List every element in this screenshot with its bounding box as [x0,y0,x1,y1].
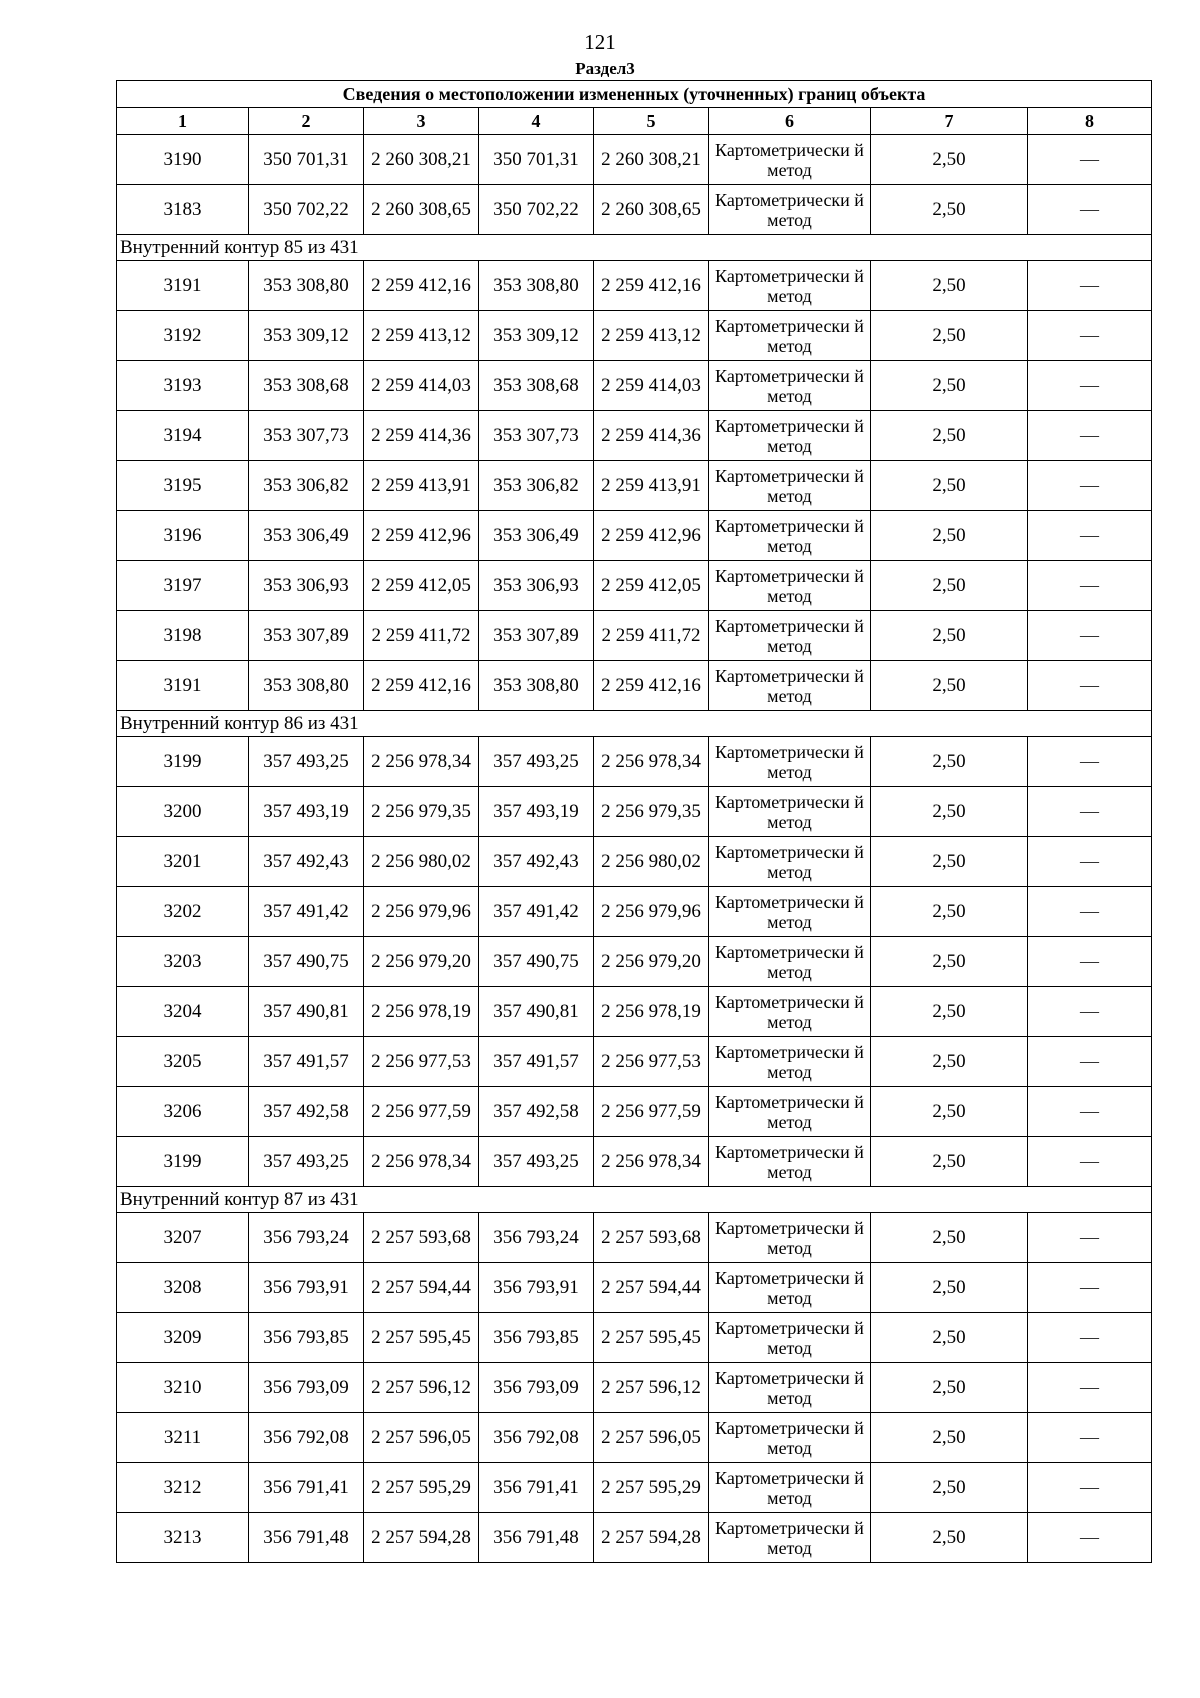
y-old-cell: 2 256 979,96 [364,887,479,937]
y-new-cell: 2 257 596,05 [594,1413,709,1463]
section-title: Раздел3 [575,59,635,78]
y-new-cell: 2 259 414,36 [594,411,709,461]
y-old-cell: 2 259 412,05 [364,561,479,611]
table-row [117,311,1152,361]
description-cell: — [1028,561,1152,611]
table-row [117,611,1152,661]
x-old-cell: 356 793,09 [249,1363,364,1413]
y-old-cell: 2 259 413,12 [364,311,479,361]
y-new-cell: 2 259 412,16 [594,261,709,311]
accuracy-cell: 2,50 [871,411,1028,461]
accuracy-cell: 2,50 [871,511,1028,561]
description-cell: — [1028,787,1152,837]
method-cell: Картометрически й метод [709,611,871,661]
contour-label: Внутренний контур 85 из 431 [117,235,1152,261]
method-cell: Картометрически й метод [709,661,871,711]
y-old-cell: 2 257 594,28 [364,1513,479,1563]
x-old-cell: 356 793,91 [249,1263,364,1313]
method-cell: Картометрически й метод [709,1413,871,1463]
accuracy-cell: 2,50 [871,311,1028,361]
description-cell: — [1028,1513,1152,1563]
table-row [117,737,1152,787]
description-cell: — [1028,1087,1152,1137]
x-new-cell: 356 791,41 [479,1463,594,1513]
page-number: 121 [584,30,616,54]
column-number-header: 6 [709,108,871,135]
x-old-cell: 353 309,12 [249,311,364,361]
column-number-header: 3 [364,108,479,135]
contour-label: Внутренний контур 87 из 431 [117,1187,1152,1213]
table-row [117,511,1152,561]
x-new-cell: 357 491,42 [479,887,594,937]
accuracy-cell: 2,50 [871,787,1028,837]
y-new-cell: 2 259 411,72 [594,611,709,661]
x-new-cell: 356 793,85 [479,1313,594,1363]
y-old-cell: 2 257 596,05 [364,1413,479,1463]
x-new-cell: 357 493,25 [479,737,594,787]
y-old-cell: 2 256 978,34 [364,1137,479,1187]
accuracy-cell: 2,50 [871,1313,1028,1363]
method-cell: Картометрически й метод [709,1313,871,1363]
method-cell: Картометрически й метод [709,411,871,461]
accuracy-cell: 2,50 [871,1137,1028,1187]
x-new-cell: 357 490,75 [479,937,594,987]
description-cell: — [1028,135,1152,185]
x-new-cell: 357 492,58 [479,1087,594,1137]
table-row [117,1213,1152,1263]
x-old-cell: 353 308,68 [249,361,364,411]
x-old-cell: 356 793,85 [249,1313,364,1363]
y-old-cell: 2 256 978,34 [364,737,479,787]
accuracy-cell: 2,50 [871,1463,1028,1513]
method-cell: Картометрически й метод [709,1037,871,1087]
table-row [117,261,1152,311]
y-old-cell: 2 257 596,12 [364,1363,479,1413]
table-row [117,661,1152,711]
description-cell: — [1028,837,1152,887]
point-number-cell: 3206 [117,1087,249,1137]
table-row [117,1087,1152,1137]
x-new-cell: 357 493,25 [479,1137,594,1187]
point-number-cell: 3199 [117,737,249,787]
y-new-cell: 2 256 977,59 [594,1087,709,1137]
x-new-cell: 350 702,22 [479,185,594,235]
y-old-cell: 2 256 978,19 [364,987,479,1037]
point-number-cell: 3204 [117,987,249,1037]
table-row [117,1037,1152,1087]
column-number-header: 2 [249,108,364,135]
x-old-cell: 356 791,48 [249,1513,364,1563]
point-number-cell: 3205 [117,1037,249,1087]
x-old-cell: 357 491,42 [249,887,364,937]
boundary-table [116,80,1152,1563]
point-number-cell: 3200 [117,787,249,837]
x-new-cell: 357 493,19 [479,787,594,837]
description-cell: — [1028,1263,1152,1313]
description-cell: — [1028,937,1152,987]
x-old-cell: 357 493,25 [249,1137,364,1187]
x-old-cell: 357 493,25 [249,737,364,787]
method-cell: Картометрически й метод [709,361,871,411]
accuracy-cell: 2,50 [871,185,1028,235]
description-cell: — [1028,1463,1152,1513]
description-cell: — [1028,511,1152,561]
y-new-cell: 2 257 594,44 [594,1263,709,1313]
table-row [117,1463,1152,1513]
accuracy-cell: 2,50 [871,361,1028,411]
accuracy-cell: 2,50 [871,261,1028,311]
accuracy-cell: 2,50 [871,661,1028,711]
description-cell: — [1028,737,1152,787]
x-old-cell: 356 793,24 [249,1213,364,1263]
column-number-header: 1 [117,108,249,135]
description-cell: — [1028,611,1152,661]
y-old-cell: 2 259 414,36 [364,411,479,461]
y-new-cell: 2 256 978,19 [594,987,709,1037]
x-new-cell: 353 306,93 [479,561,594,611]
accuracy-cell: 2,50 [871,1263,1028,1313]
point-number-cell: 3190 [117,135,249,185]
description-cell: — [1028,1137,1152,1187]
description-cell: — [1028,185,1152,235]
point-number-cell: 3211 [117,1413,249,1463]
table-row [117,561,1152,611]
column-number-row [117,108,1152,135]
method-cell: Картометрически й метод [709,511,871,561]
y-new-cell: 2 259 412,96 [594,511,709,561]
table-row [117,411,1152,461]
y-old-cell: 2 257 594,44 [364,1263,479,1313]
x-old-cell: 357 490,75 [249,937,364,987]
table-row [117,1363,1152,1413]
y-new-cell: 2 259 412,05 [594,561,709,611]
accuracy-cell: 2,50 [871,937,1028,987]
x-old-cell: 357 492,58 [249,1087,364,1137]
accuracy-cell: 2,50 [871,987,1028,1037]
x-new-cell: 353 306,49 [479,511,594,561]
description-cell: — [1028,1037,1152,1087]
contour-label: Внутренний контур 86 из 431 [117,711,1152,737]
table-row [117,135,1152,185]
table-row [117,185,1152,235]
y-old-cell: 2 260 308,65 [364,185,479,235]
y-new-cell: 2 257 593,68 [594,1213,709,1263]
method-cell: Картометрически й метод [709,1263,871,1313]
table-row [117,461,1152,511]
y-old-cell: 2 257 595,29 [364,1463,479,1513]
y-old-cell: 2 257 595,45 [364,1313,479,1363]
description-cell: — [1028,461,1152,511]
point-number-cell: 3210 [117,1363,249,1413]
point-number-cell: 3194 [117,411,249,461]
table-row [117,987,1152,1037]
y-old-cell: 2 259 414,03 [364,361,479,411]
table-row [117,887,1152,937]
y-new-cell: 2 257 594,28 [594,1513,709,1563]
point-number-cell: 3212 [117,1463,249,1513]
accuracy-cell: 2,50 [871,561,1028,611]
description-cell: — [1028,261,1152,311]
description-cell: — [1028,411,1152,461]
y-new-cell: 2 260 308,21 [594,135,709,185]
y-new-cell: 2 256 978,34 [594,1137,709,1187]
table-row [117,1513,1152,1563]
accuracy-cell: 2,50 [871,1413,1028,1463]
y-old-cell: 2 259 412,16 [364,661,479,711]
method-cell: Картометрически й метод [709,787,871,837]
point-number-cell: 3207 [117,1213,249,1263]
accuracy-cell: 2,50 [871,1363,1028,1413]
column-number-header: 4 [479,108,594,135]
x-new-cell: 353 309,12 [479,311,594,361]
y-new-cell: 2 256 979,96 [594,887,709,937]
point-number-cell: 3196 [117,511,249,561]
table-caption: Сведения о местоположении измененных (уточненных) границ объекта [117,81,1152,108]
y-old-cell: 2 256 979,20 [364,937,479,987]
x-new-cell: 353 306,82 [479,461,594,511]
x-new-cell: 357 492,43 [479,837,594,887]
method-cell: Картометрически й метод [709,461,871,511]
point-number-cell: 3208 [117,1263,249,1313]
accuracy-cell: 2,50 [871,887,1028,937]
method-cell: Картометрически й метод [709,135,871,185]
point-number-cell: 3203 [117,937,249,987]
method-cell: Картометрически й метод [709,1513,871,1563]
x-old-cell: 357 490,81 [249,987,364,1037]
table-caption-row [117,81,1152,108]
y-old-cell: 2 260 308,21 [364,135,479,185]
method-cell: Картометрически й метод [709,1213,871,1263]
y-new-cell: 2 257 595,45 [594,1313,709,1363]
table-row [117,1413,1152,1463]
point-number-cell: 3202 [117,887,249,937]
method-cell: Картометрически й метод [709,1363,871,1413]
table-body [117,135,1152,1563]
point-number-cell: 3192 [117,311,249,361]
point-number-cell: 3183 [117,185,249,235]
description-cell: — [1028,1313,1152,1363]
x-old-cell: 353 308,80 [249,261,364,311]
y-new-cell: 2 257 596,12 [594,1363,709,1413]
description-cell: — [1028,311,1152,361]
accuracy-cell: 2,50 [871,837,1028,887]
y-new-cell: 2 259 413,91 [594,461,709,511]
column-number-header: 7 [871,108,1028,135]
method-cell: Картометрически й метод [709,311,871,361]
description-cell: — [1028,1363,1152,1413]
x-new-cell: 356 793,09 [479,1363,594,1413]
method-cell: Картометрически й метод [709,185,871,235]
x-old-cell: 350 702,22 [249,185,364,235]
y-new-cell: 2 256 979,20 [594,937,709,987]
point-number-cell: 3198 [117,611,249,661]
x-new-cell: 356 792,08 [479,1413,594,1463]
x-new-cell: 356 793,91 [479,1263,594,1313]
x-old-cell: 357 493,19 [249,787,364,837]
description-cell: — [1028,661,1152,711]
x-old-cell: 350 701,31 [249,135,364,185]
x-old-cell: 357 491,57 [249,1037,364,1087]
x-new-cell: 353 308,80 [479,661,594,711]
table-row [117,1263,1152,1313]
method-cell: Картометрически й метод [709,937,871,987]
point-number-cell: 3197 [117,561,249,611]
accuracy-cell: 2,50 [871,1037,1028,1087]
y-new-cell: 2 256 979,35 [594,787,709,837]
x-old-cell: 353 306,93 [249,561,364,611]
method-cell: Картометрически й метод [709,1137,871,1187]
description-cell: — [1028,1213,1152,1263]
table-row [117,937,1152,987]
y-old-cell: 2 256 980,02 [364,837,479,887]
x-old-cell: 353 308,80 [249,661,364,711]
y-new-cell: 2 259 414,03 [594,361,709,411]
y-old-cell: 2 259 413,91 [364,461,479,511]
method-cell: Картометрически й метод [709,737,871,787]
column-number-header: 5 [594,108,709,135]
method-cell: Картометрически й метод [709,837,871,887]
x-new-cell: 357 490,81 [479,987,594,1037]
x-new-cell: 350 701,31 [479,135,594,185]
point-number-cell: 3213 [117,1513,249,1563]
description-cell: — [1028,887,1152,937]
y-new-cell: 2 256 980,02 [594,837,709,887]
accuracy-cell: 2,50 [871,611,1028,661]
method-cell: Картометрически й метод [709,1463,871,1513]
contour-header-row [117,1187,1152,1213]
table-row [117,787,1152,837]
y-new-cell: 2 260 308,65 [594,185,709,235]
table-row [117,1137,1152,1187]
x-new-cell: 356 793,24 [479,1213,594,1263]
point-number-cell: 3193 [117,361,249,411]
description-cell: — [1028,1413,1152,1463]
accuracy-cell: 2,50 [871,737,1028,787]
description-cell: — [1028,361,1152,411]
table-row [117,837,1152,887]
point-number-cell: 3199 [117,1137,249,1187]
column-number-header: 8 [1028,108,1152,135]
point-number-cell: 3191 [117,261,249,311]
x-new-cell: 353 308,80 [479,261,594,311]
contour-header-row [117,711,1152,737]
x-old-cell: 353 307,89 [249,611,364,661]
y-new-cell: 2 259 413,12 [594,311,709,361]
point-number-cell: 3209 [117,1313,249,1363]
y-new-cell: 2 259 412,16 [594,661,709,711]
method-cell: Картометрически й метод [709,1087,871,1137]
method-cell: Картометрически й метод [709,561,871,611]
method-cell: Картометрически й метод [709,887,871,937]
x-new-cell: 357 491,57 [479,1037,594,1087]
x-new-cell: 353 308,68 [479,361,594,411]
y-new-cell: 2 256 978,34 [594,737,709,787]
accuracy-cell: 2,50 [871,1087,1028,1137]
accuracy-cell: 2,50 [871,1513,1028,1563]
x-new-cell: 356 791,48 [479,1513,594,1563]
x-new-cell: 353 307,73 [479,411,594,461]
accuracy-cell: 2,50 [871,461,1028,511]
point-number-cell: 3195 [117,461,249,511]
point-number-cell: 3201 [117,837,249,887]
y-old-cell: 2 259 412,96 [364,511,479,561]
contour-header-row [117,235,1152,261]
accuracy-cell: 2,50 [871,1213,1028,1263]
y-old-cell: 2 256 979,35 [364,787,479,837]
y-old-cell: 2 259 411,72 [364,611,479,661]
table-row [117,1313,1152,1363]
y-old-cell: 2 256 977,59 [364,1087,479,1137]
x-new-cell: 353 307,89 [479,611,594,661]
y-new-cell: 2 256 977,53 [594,1037,709,1087]
method-cell: Картометрически й метод [709,987,871,1037]
x-old-cell: 353 307,73 [249,411,364,461]
x-old-cell: 357 492,43 [249,837,364,887]
x-old-cell: 353 306,49 [249,511,364,561]
x-old-cell: 356 792,08 [249,1413,364,1463]
y-old-cell: 2 256 977,53 [364,1037,479,1087]
x-old-cell: 356 791,41 [249,1463,364,1513]
x-old-cell: 353 306,82 [249,461,364,511]
accuracy-cell: 2,50 [871,135,1028,185]
y-new-cell: 2 257 595,29 [594,1463,709,1513]
table-row [117,361,1152,411]
method-cell: Картометрически й метод [709,261,871,311]
point-number-cell: 3191 [117,661,249,711]
description-cell: — [1028,987,1152,1037]
y-old-cell: 2 257 593,68 [364,1213,479,1263]
y-old-cell: 2 259 412,16 [364,261,479,311]
